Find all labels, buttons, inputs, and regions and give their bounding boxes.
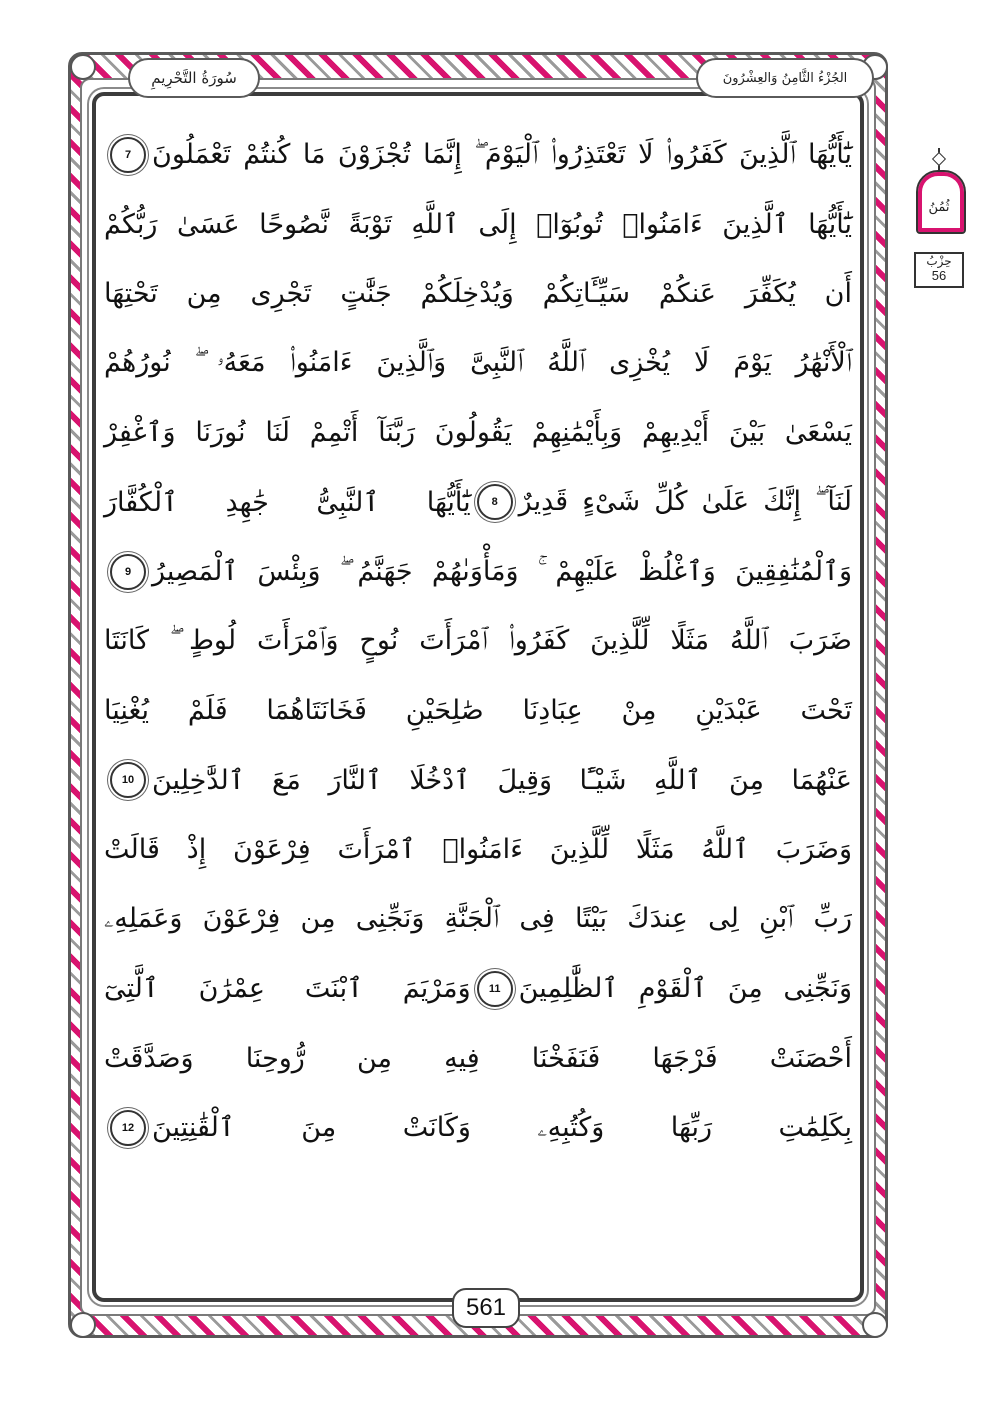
ayah-number-marker: 7 xyxy=(110,137,146,173)
verse-text: وَنَجِّنِى مِنَ ٱلْقَوْمِ ٱلظَّٰلِمِينَ xyxy=(518,973,852,1005)
verse-text: وَمَرْيَمَ ٱبْنَتَ عِمْرَٰنَ ٱلَّتِىٓ xyxy=(104,973,471,1005)
text-line xyxy=(104,259,852,329)
corner-ornament-icon xyxy=(70,54,96,80)
verse-text: أَن يُكَفِّرَ عَنكُمْ سَيِّـَٔاتِكُمْ وَيُدْخِلَكُمْ جَنَّٰتٍ تَجْرِى مِن تَحْتِهَا xyxy=(104,278,852,310)
verse-text: يَٰٓأَيُّهَا ٱلَّذِينَ كَفَرُوا۟ لَا تَعْتَذِرُوا۟ ٱلْيَوْمَ ۖ إِنَّمَا تُجْزَوْنَ مَا كُنتُمْ تَعْمَلُونَ xyxy=(152,138,852,170)
text-line xyxy=(104,120,852,190)
page-number: 561 xyxy=(452,1288,520,1328)
text-line xyxy=(104,607,852,677)
ayah-number-marker: 10 xyxy=(110,762,146,798)
text-line xyxy=(104,954,852,1024)
verse-text: ضَرَبَ ٱللَّهُ مَثَلًا لِّلَّذِينَ كَفَرُوا۟ ٱمْرَأَتَ نُوحٍ وَٱمْرَأَتَ لُوطٍ ۖ كَانَتَا xyxy=(104,625,852,657)
verse-text: تَحْتَ عَبْدَيْنِ مِنْ عِبَادِنَا صَٰلِحَيْنِ فَخَانَتَاهُمَا فَلَمْ يُغْنِيَا xyxy=(104,695,852,727)
verse-text: يَٰٓأَيُّهَا ٱلنَّبِىُّ جَٰهِدِ ٱلْكُفَّارَ xyxy=(104,486,471,518)
verse-text: وَٱلْمُنَٰفِقِينَ وَٱغْلُظْ عَلَيْهِمْ ۚ وَمَأْوَىٰهُمْ جَهَنَّمُ ۖ وَبِئْسَ ٱلْمَصِيرُ xyxy=(152,555,852,587)
corner-ornament-icon xyxy=(70,1312,96,1338)
text-line xyxy=(104,676,852,746)
verse-text: يَسْعَىٰ بَيْنَ أَيْدِيهِمْ وَبِأَيْمَٰنِهِمْ يَقُولُونَ رَبَّنَآ أَتْمِمْ لَنَا نُورَنَا وَٱغْفِرْ xyxy=(104,417,852,449)
ayah-number-marker: 11 xyxy=(477,971,513,1007)
text-line xyxy=(104,190,852,260)
corner-ornament-icon xyxy=(862,1312,888,1338)
spire-icon xyxy=(934,148,944,172)
verse-text: عَنْهُمَا مِنَ ٱللَّهِ شَيْـًٔا وَقِيلَ ٱدْخُلَا ٱلنَّارَ مَعَ ٱلدَّٰخِلِينَ xyxy=(152,764,852,796)
verse-text: وَضَرَبَ ٱللَّهُ مَثَلًا لِّلَّذِينَ ءَامَنُوا۟ ٱمْرَأَتَ فِرْعَوْنَ إِذْ قَالَتْ xyxy=(104,834,852,866)
quran-text xyxy=(104,120,852,1163)
surah-title: سُورَةُ التَّحْرِيمِ xyxy=(128,58,260,98)
verse-text: ٱلْأَنْهَٰرُ يَوْمَ لَا يُخْزِى ٱللَّهُ ٱلنَّبِىَّ وَٱلَّذِينَ ءَامَنُوا۟ مَعَهُۥ ۖ نُورُهُمْ xyxy=(104,347,852,379)
hizb-label: حِزْبُ xyxy=(926,254,952,268)
verse-text: رَبِّ ٱبْنِ لِى عِندَكَ بَيْتًا فِى ٱلْجَنَّةِ وَنَجِّنِى مِن فِرْعَوْنَ وَعَمَلِهِۦ xyxy=(104,903,852,935)
text-line xyxy=(104,815,852,885)
juz-title: الجُزْءُ الثَّامِنُ وَالعِشْرُونَ xyxy=(696,58,874,98)
verse-text: لَنَآ ۖ إِنَّكَ عَلَىٰ كُلِّ شَىْءٍ قَدِيرٌ xyxy=(518,486,852,518)
ayah-number-marker: 8 xyxy=(477,484,513,520)
text-line xyxy=(104,1024,852,1094)
thumn-label: ثُمُنُ xyxy=(928,200,950,215)
text-line xyxy=(104,537,852,607)
text-line xyxy=(104,468,852,538)
text-line xyxy=(104,1093,852,1163)
ayah-number-marker: 9 xyxy=(110,554,146,590)
ayah-number-marker: 12 xyxy=(110,1110,146,1146)
verse-text: بِكَلِمَٰتِ رَبِّهَا وَكُتُبِهِۦ وَكَانَتْ مِنَ ٱلْقَٰنِتِينَ xyxy=(152,1111,852,1143)
text-line xyxy=(104,746,852,816)
hizb-box xyxy=(914,252,964,288)
hizb-number: 56 xyxy=(931,268,947,283)
text-line xyxy=(104,398,852,468)
verse-text: أَحْصَنَتْ فَرْجَهَا فَنَفَخْنَا فِيهِ مِن رُّوحِنَا وَصَدَّقَتْ xyxy=(104,1042,852,1074)
text-line xyxy=(104,329,852,399)
verse-text: يَٰٓأَيُّهَا ٱلَّذِينَ ءَامَنُوا۟ تُوبُوٓا۟ إِلَى ٱللَّهِ تَوْبَةً نَّصُوحًا عَسَىٰ رَبُّكُمْ xyxy=(104,208,852,240)
text-line xyxy=(104,885,852,955)
hizb-marker xyxy=(912,148,968,288)
